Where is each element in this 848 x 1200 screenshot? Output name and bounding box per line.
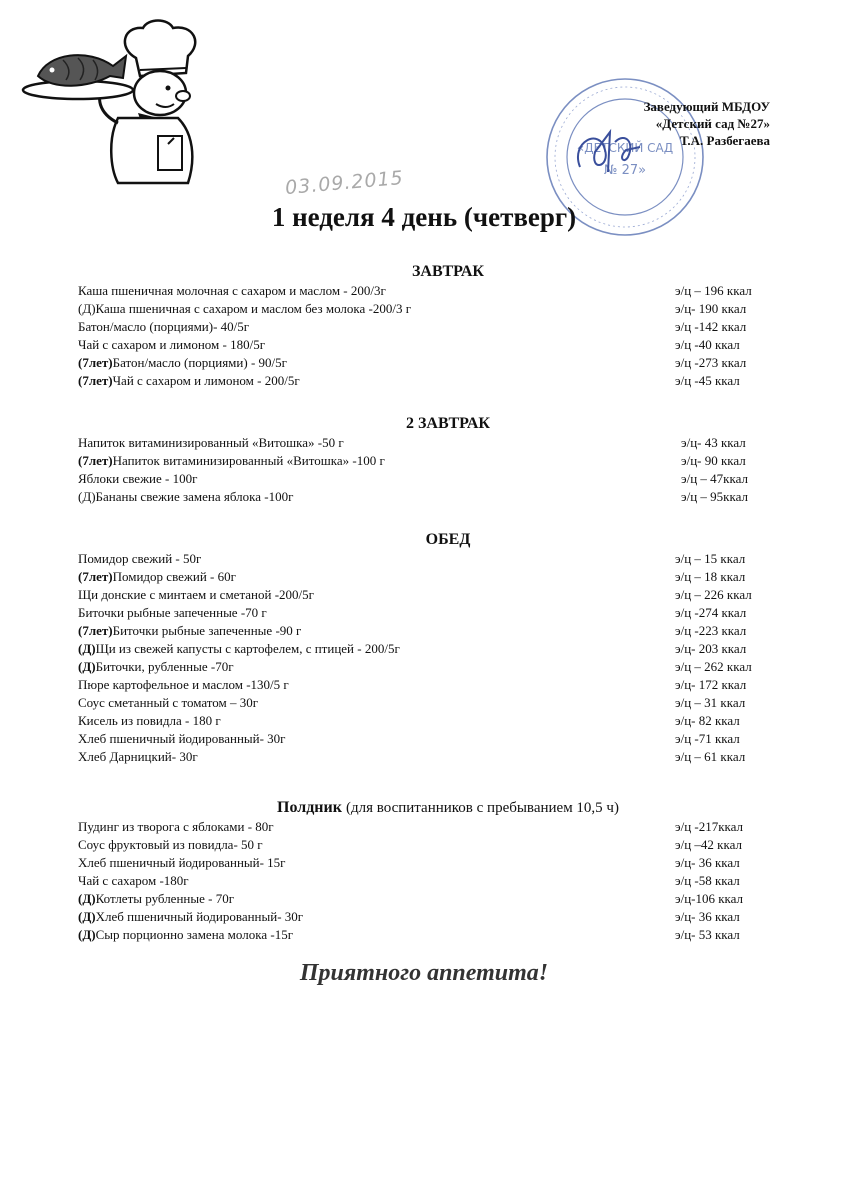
dish-name: Хлеб Дарницкий- 30г — [78, 749, 198, 764]
dish-name: Напиток витаминизированный «Витошка» -50 г — [78, 435, 344, 450]
dish-name: (Д)Сыр порционно замена молока -15г — [78, 927, 294, 942]
dish-name: (Д)Каша пшеничная с сахаром и маслом без молока -200/3 г — [78, 301, 412, 316]
menu-item — [78, 452, 778, 470]
menu-item — [78, 372, 778, 390]
menu-item — [78, 604, 778, 622]
section-second-breakfast — [78, 414, 778, 506]
menu-item — [78, 282, 778, 300]
dish-name: Помидор свежий - 50г — [78, 551, 202, 566]
calorie-value: э/ц- 203 ккал — [675, 641, 747, 656]
calorie-value: э/ц -142 ккал — [675, 319, 747, 334]
menu-item — [78, 586, 778, 604]
dish-name: (Д)Щи из свежей капусты с картофелем, с птицей - 200/5г — [78, 641, 400, 656]
menu-item — [78, 676, 778, 694]
section-title: Полдник (для воспитанников с пребыванием 10,5 ч) — [277, 799, 619, 816]
closing-wish: Приятного аппетита! — [299, 960, 549, 986]
calorie-value: э/ц -274 ккал — [675, 605, 747, 620]
calorie-value: э/ц- 190 ккал — [675, 301, 747, 316]
calorie-value: э/ц – 61 ккал — [675, 749, 746, 764]
calorie-value: э/ц – 15 ккал — [675, 551, 746, 566]
dish-name: Пюре картофельное и маслом -130/5 г — [78, 677, 289, 692]
menu-item — [78, 470, 778, 488]
dish-name: Соус фруктовый из повидла- 50 г — [78, 837, 263, 852]
menu-item — [78, 926, 778, 944]
dish-name: (Д)Бананы свежие замена яблока -100г — [78, 489, 294, 504]
handwritten-date: 03.09.2015 — [284, 166, 405, 200]
calorie-value: э/ц- 36 ккал — [675, 855, 740, 870]
menu-item — [78, 872, 778, 890]
dish-name: (Д)Котлеты рубленные - 70г — [78, 891, 235, 906]
menu-item — [78, 818, 778, 836]
dish-name: Каша пшеничная молочная с сахаром и маслом - 200/3г — [78, 283, 386, 298]
calorie-value: э/ц -217ккал — [675, 819, 744, 834]
calorie-value: э/ц-106 ккал — [675, 891, 744, 906]
dish-name: Яблоки свежие - 100г — [78, 471, 198, 486]
dish-name: Батон/масло (порциями)- 40/5г — [78, 319, 250, 334]
dish-name: Чай с сахаром и лимоном - 180/5г — [78, 337, 266, 352]
dish-name: Хлеб пшеничный йодированный- 30г — [78, 731, 286, 746]
calorie-value: э/ц- 82 ккал — [675, 713, 740, 728]
approval-block — [644, 98, 770, 149]
calorie-value: э/ц – 262 ккал — [675, 659, 752, 674]
calorie-value: э/ц -71 ккал — [675, 731, 740, 746]
menu-item — [78, 550, 778, 568]
calorie-value: э/ц –42 ккал — [675, 837, 742, 852]
menu-item — [78, 748, 778, 766]
menu-item — [78, 336, 778, 354]
calorie-value: э/ц- 90 ккал — [681, 453, 746, 468]
dish-name: (Д)Биточки, рубленные -70г — [78, 659, 234, 674]
calorie-value: э/ц -40 ккал — [675, 337, 740, 352]
menu-item — [78, 658, 778, 676]
approval-organization: «Детский сад №27» — [655, 116, 770, 131]
dish-name: Хлеб пшеничный йодированный- 15г — [78, 855, 286, 870]
approval-position: Заведующий МБДОУ — [643, 99, 770, 114]
section-lunch — [78, 530, 778, 766]
approval-signatory: Т.А. Разбегаева — [680, 133, 770, 148]
dish-name: (7лет)Батон/масло (порциями) - 90/5г — [78, 355, 287, 370]
dish-name: Биточки рыбные запеченные -70 г — [78, 605, 267, 620]
dish-name: Кисель из повидла - 180 г — [78, 713, 221, 728]
calorie-value: э/ц- 43 ккал — [681, 435, 746, 450]
dish-name: Чай с сахаром -180г — [78, 873, 189, 888]
calorie-value: э/ц – 196 ккал — [675, 283, 752, 298]
svg-text:№ 27»: № 27» — [603, 163, 647, 178]
page-title: 1 неделя 4 день (четверг) — [271, 202, 577, 232]
menu-item — [78, 640, 778, 658]
svg-text:«ДЕТСКИЙ САД: «ДЕТСКИЙ САД — [576, 141, 674, 155]
section-title: 2 ЗАВТРАК — [405, 415, 490, 432]
calorie-value: э/ц – 18 ккал — [675, 569, 746, 584]
section-title: ЗАВТРАК — [411, 263, 484, 280]
menu-item — [78, 354, 778, 372]
menu-item — [78, 488, 778, 506]
calorie-value: э/ц- 53 ккал — [675, 927, 740, 942]
menu-item — [78, 890, 778, 908]
menu-item — [78, 318, 778, 336]
dish-name: (7лет)Биточки рыбные запеченные -90 г — [78, 623, 302, 638]
menu-item — [78, 854, 778, 872]
menu-item — [78, 300, 778, 318]
dish-name: (7лет)Помидор свежий - 60г — [78, 569, 236, 584]
calorie-value: э/ц -45 ккал — [675, 373, 740, 388]
calorie-value: э/ц -58 ккал — [675, 873, 740, 888]
dish-name: Пудинг из творога с яблоками - 80г — [78, 819, 274, 834]
menu-item — [78, 908, 778, 926]
section-title: ОБЕД — [425, 531, 471, 548]
dish-name: (7лет)Чай с сахаром и лимоном - 200/5г — [78, 373, 300, 388]
menu-item — [78, 568, 778, 586]
section-breakfast — [78, 262, 778, 390]
calorie-value: э/ц – 226 ккал — [675, 587, 752, 602]
dish-name: Щи донские с минтаем и сметаной -200/5г — [78, 587, 314, 602]
menu-item — [78, 622, 778, 640]
dish-name: (7лет)Напиток витаминизированный «Витошка» -100 г — [78, 453, 385, 468]
section-afternoon-snack — [78, 798, 778, 944]
menu-item — [78, 694, 778, 712]
chef-illustration — [18, 18, 208, 188]
calorie-value: э/ц – 31 ккал — [675, 695, 746, 710]
dish-name: Соус сметанный с томатом – 30г — [78, 695, 259, 710]
dish-name: (Д)Хлеб пшеничный йодированный- 30г — [78, 909, 304, 924]
calorie-value: э/ц -223 ккал — [675, 623, 747, 638]
calorie-value: э/ц – 47ккал — [681, 471, 748, 486]
menu-item — [78, 712, 778, 730]
calorie-value: э/ц- 36 ккал — [675, 909, 740, 924]
calorie-value: э/ц – 95ккал — [681, 489, 748, 504]
section-title-note: (для воспитанников с пребыванием 10,5 ч) — [345, 800, 619, 816]
menu-item — [78, 434, 778, 452]
calorie-value: э/ц -273 ккал — [675, 355, 747, 370]
calorie-value: э/ц- 172 ккал — [675, 677, 747, 692]
menu-item — [78, 836, 778, 854]
menu-item — [78, 730, 778, 748]
